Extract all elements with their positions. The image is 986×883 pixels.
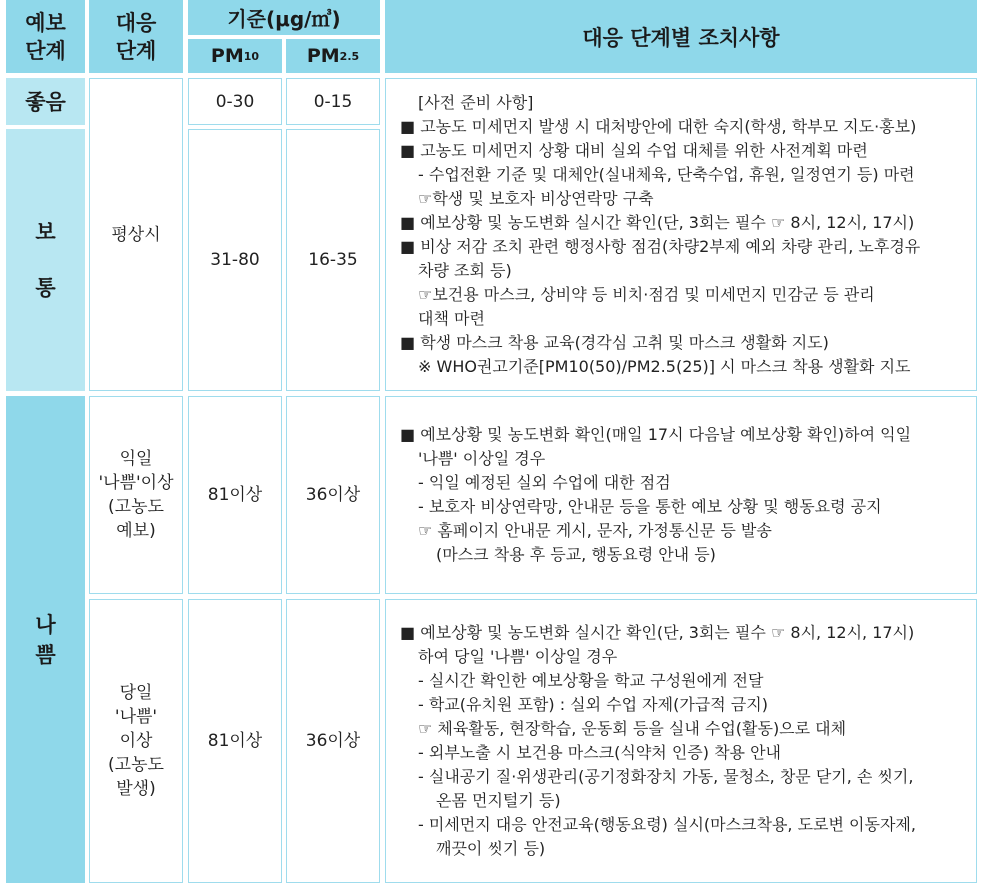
response-bad-today-line2: '나쁨' bbox=[114, 707, 158, 727]
action-line: ※ WHO권고기준[PM10(50)/PM2.5(25)] 시 마스크 착용 생활화 지도 bbox=[418, 356, 911, 376]
action-line: ■ 예보상황 및 농도변화 실시간 확인(단, 3회는 필수 ☞ 8시, 12시, 17시) bbox=[400, 212, 915, 232]
pm10-good bbox=[188, 78, 282, 125]
pm25-normal-value: 16-35 bbox=[308, 250, 358, 270]
header-response-line2: 단계 bbox=[115, 38, 157, 63]
response-bad-today bbox=[89, 599, 183, 883]
action-line: - 학교(유치원 포함) : 실외 수업 자제(가급적 금지) bbox=[418, 695, 768, 714]
level-normal bbox=[6, 129, 85, 391]
pm25-bad-today-value: 36이상 bbox=[305, 731, 361, 751]
pm10-good-value: 0-30 bbox=[215, 91, 255, 112]
action-line: ■ 예보상황 및 농도변화 확인(매일 17시 다음날 예보상황 확인)하여 익일 bbox=[400, 425, 912, 444]
header-pm25 bbox=[286, 39, 380, 73]
action-line: '나쁨' 이상일 경우 bbox=[418, 449, 546, 468]
pm10-bad-today-value: 81이상 bbox=[207, 731, 263, 751]
pm10-bad-next-value: 81이상 bbox=[207, 485, 263, 505]
response-bad-today-line3: 이상 bbox=[119, 731, 153, 751]
action-line: - 미세먼지 대응 안전교육(행동요령) 실시(마스크착용, 도로변 이동자제, bbox=[418, 815, 916, 834]
pm10-bad-next bbox=[188, 396, 282, 594]
actions-normal bbox=[385, 78, 977, 391]
action-line: - 외부노출 시 보건용 마스크(식약처 인증) 착용 안내 bbox=[418, 743, 781, 762]
response-bad-today-line4: (고농도 bbox=[108, 755, 164, 775]
pm25-good bbox=[286, 78, 380, 125]
pm25-bad-next-value: 36이상 bbox=[305, 485, 361, 505]
action-line: 차량 조회 등) bbox=[418, 260, 512, 280]
action-line: ■ 고농도 미세먼지 발생 시 대처방안에 대한 숙지(학생, 학부모 지도·홍보) bbox=[400, 116, 917, 136]
pm10-normal bbox=[188, 129, 282, 391]
pm25-good-value: 0-15 bbox=[313, 91, 353, 112]
level-bad bbox=[6, 396, 85, 883]
header-level-line2: 단계 bbox=[25, 38, 66, 63]
header-pm10 bbox=[188, 39, 282, 73]
actions-bad-today bbox=[385, 599, 977, 883]
header-level-line1: 예보 bbox=[25, 10, 66, 35]
action-line: ■ 예보상황 및 농도변화 실시간 확인(단, 3회는 필수 ☞ 8시, 12시, 17시) bbox=[400, 623, 915, 642]
level-normal-line1: 보 bbox=[35, 220, 56, 244]
level-good bbox=[6, 78, 85, 125]
action-line: - 실시간 확인한 예보상황을 학교 구성원에게 전달 bbox=[418, 671, 764, 690]
action-line: 온몸 먼지털기 등) bbox=[436, 791, 561, 810]
pm25-bad-today bbox=[286, 599, 380, 883]
header-response bbox=[89, 0, 183, 73]
header-actions-label: 대응 단계별 조치사항 bbox=[582, 25, 780, 50]
action-line: - 실내공기 질·위생관리(공기정화장치 가동, 물청소, 창문 닫기, 손 씻기, bbox=[418, 767, 914, 786]
response-bad-today-line1: 당일 bbox=[119, 683, 153, 703]
action-line: 깨끗이 씻기 등) bbox=[436, 839, 546, 858]
action-line: ☞ 체육활동, 현장학습, 운동회 등을 실내 수업(활동)으로 대체 bbox=[418, 719, 847, 738]
pm25-main: PM bbox=[306, 45, 340, 67]
action-line: 하여 당일 '나쁨' 이상일 경우 bbox=[418, 647, 618, 666]
action-line: (마스크 착용 후 등교, 행동요령 안내 등) bbox=[436, 545, 716, 564]
pm25-normal bbox=[286, 129, 380, 391]
action-line: - 보호자 비상연락망, 안내문 등을 통한 예보 상황 및 행동요령 공지 bbox=[418, 497, 882, 516]
response-bad-next-line4: 예보) bbox=[116, 521, 156, 541]
pm10-bad-today bbox=[188, 599, 282, 883]
response-bad-today-line5: 발생) bbox=[116, 779, 156, 799]
response-normal-label: 평상시 bbox=[111, 224, 161, 245]
action-line: 대책 마련 bbox=[418, 308, 485, 328]
header-actions bbox=[385, 0, 977, 73]
pm25-bad-next bbox=[286, 396, 380, 594]
level-normal-line2: 통 bbox=[35, 276, 56, 300]
response-bad-next-line1: 익일 bbox=[119, 449, 153, 469]
pm10-normal-value: 31-80 bbox=[210, 250, 260, 270]
action-line: [사전 준비 사항] bbox=[418, 92, 534, 112]
pm25-sub: 2.5 bbox=[339, 49, 360, 63]
action-line: ☞학생 및 보호자 비상연락망 구축 bbox=[418, 188, 654, 208]
response-bad-next bbox=[89, 396, 183, 594]
action-line: ■ 비상 저감 조치 관련 행정사항 점검(차량2부제 예외 차량 관리, 노후경유 bbox=[400, 236, 921, 256]
action-line: ■ 고농도 미세먼지 상황 대비 실외 수업 대체를 위한 사전계획 마련 bbox=[400, 140, 868, 160]
response-bad-next-line3: (고농도 bbox=[108, 497, 164, 517]
action-line: ☞ 홈페이지 안내문 게시, 문자, 가정통신문 등 발송 bbox=[418, 521, 772, 540]
header-criteria bbox=[188, 0, 380, 35]
header-level bbox=[6, 0, 85, 73]
action-line: - 수업전환 기준 및 대체안(실내체육, 단축수업, 휴원, 일정연기 등) 마련 bbox=[418, 164, 915, 184]
level-bad-line2: 쁨 bbox=[35, 642, 56, 667]
action-line: ■ 학생 마스크 착용 교육(경각심 고취 및 마스크 생활화 지도) bbox=[400, 332, 829, 352]
level-good-label: 좋음 bbox=[25, 89, 66, 114]
pm10-main: PM bbox=[210, 45, 244, 67]
pm10-sub: 10 bbox=[243, 49, 260, 63]
action-line: - 익일 예정된 실외 수업에 대한 점검 bbox=[418, 473, 671, 492]
level-bad-line1: 나 bbox=[35, 612, 56, 637]
response-normal bbox=[89, 78, 183, 391]
actions-bad-next bbox=[385, 396, 977, 594]
action-line: ☞보건용 마스크, 상비약 등 비치·점검 및 미세먼지 민감군 등 관리 bbox=[418, 284, 875, 304]
header-criteria-label: 기준(μg/㎥) bbox=[227, 7, 341, 31]
response-bad-next-line2: '나쁨'이상 bbox=[98, 473, 174, 493]
header-response-line1: 대응 bbox=[115, 10, 157, 35]
